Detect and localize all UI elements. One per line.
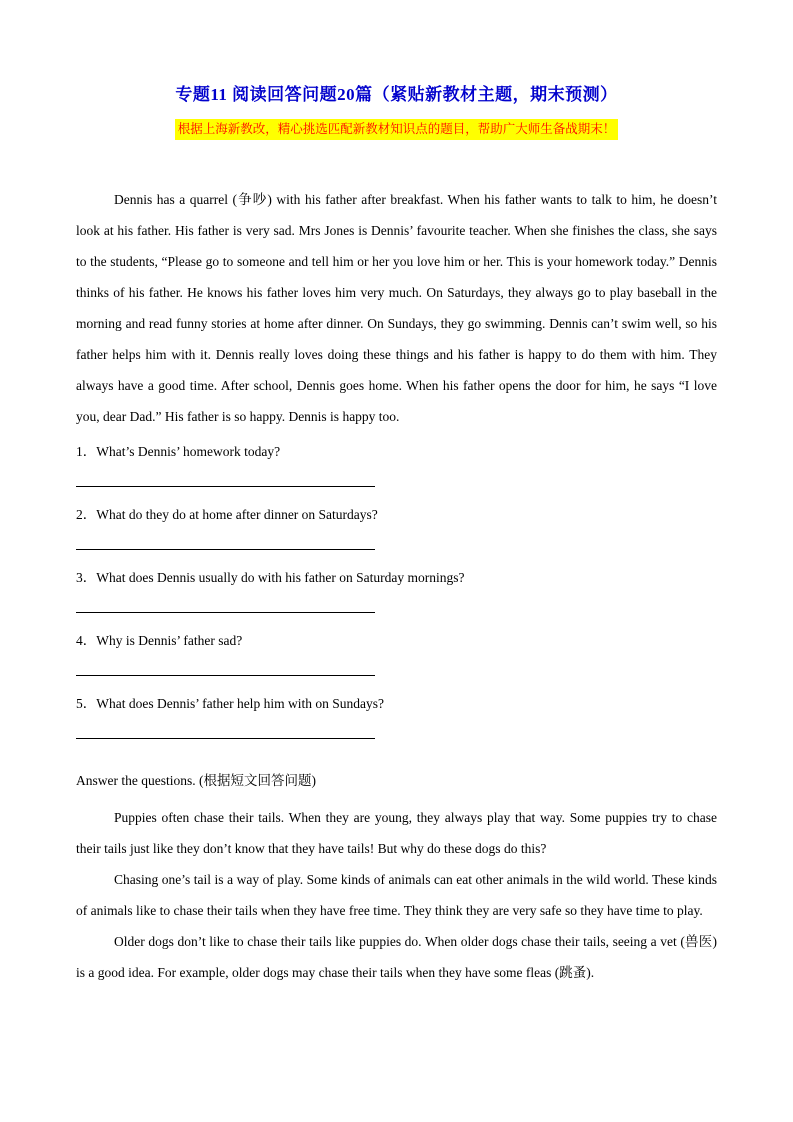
passage-1-text: Dennis has a quarrel (争吵) with his father after breakfast. When his father wants to talk to him, he doesn’t look at his father. His father is very sad. Mrs Jones is Dennis’ favourite teacher. When she finishes the class, she says to the students, “Please go to someone and tell him or her you love him or her. This is your homework today.” Dennis thinks of his father. He knows his father loves him very much. On Saturdays, they always go to play baseball in the morning and read funny stories at home after dinner. On Sundays, they go swimming. Dennis can’t swim well, so his father helps him with it. Dennis really loves doing these things and his father is happy to do them with him. They always have a good time. After school, Dennis goes home. When his father opens the door for him, he says “I love you, dear Dad.” His father is so happy. Dennis is happy too. <box>76 192 717 424</box>
passage-2-paragraph-1: Puppies often chase their tails. When they are young, they always play that way. Some puppies try to chase their tails just like they don’t know that they have tails! But why do these dogs do this? <box>76 810 717 856</box>
passage-2-paragraph-3: Older dogs don’t like to chase their tails like puppies do. When older dogs chase their tails, seeing a vet (兽医) is a good idea. For example, older dogs may chase their tails when they have some fleas (跳蚤). <box>76 934 717 980</box>
question-1: 1．What’s Dennis’ homework today? <box>76 444 281 459</box>
doc-title: 专题11 阅读回答问题20篇（紧贴新教材主题，期末预测） <box>175 85 618 104</box>
question-block-4 <box>76 631 717 676</box>
question-block-5 <box>76 694 717 739</box>
question-list <box>76 442 717 739</box>
reading-passage-2 <box>76 802 717 988</box>
question-2: 2．What do they do at home after dinner on Saturdays? <box>76 507 378 522</box>
answer-line-1 <box>76 486 375 487</box>
answer-line-2 <box>76 549 375 550</box>
answer-line-3 <box>76 612 375 613</box>
answer-line-4 <box>76 675 375 676</box>
reading-passage-1 <box>76 184 717 432</box>
answer-line-5 <box>76 738 375 739</box>
banner-row <box>76 119 717 140</box>
question-block-1 <box>76 442 717 487</box>
question-block-3 <box>76 568 717 613</box>
passage-2-paragraph-2: Chasing one’s tail is a way of play. Some kinds of animals can eat other animals in the wild world. These kinds of animals like to chase their tails when they have free time. They think they are very safe so they have time to play. <box>76 872 717 918</box>
highlight-banner: 根据上海新教改，精心挑选匹配新教材知识点的题目，帮助广大师生备战期末！ <box>175 119 619 140</box>
question-3: 3．What does Dennis usually do with his father on Saturday mornings? <box>76 570 465 585</box>
question-5: 5．What does Dennis’ father help him with on Sundays? <box>76 696 384 711</box>
question-4: 4．Why is Dennis’ father sad? <box>76 633 243 648</box>
section-2-header: Answer the questions. (根据短文回答问题) <box>76 773 316 788</box>
question-block-2 <box>76 505 717 550</box>
